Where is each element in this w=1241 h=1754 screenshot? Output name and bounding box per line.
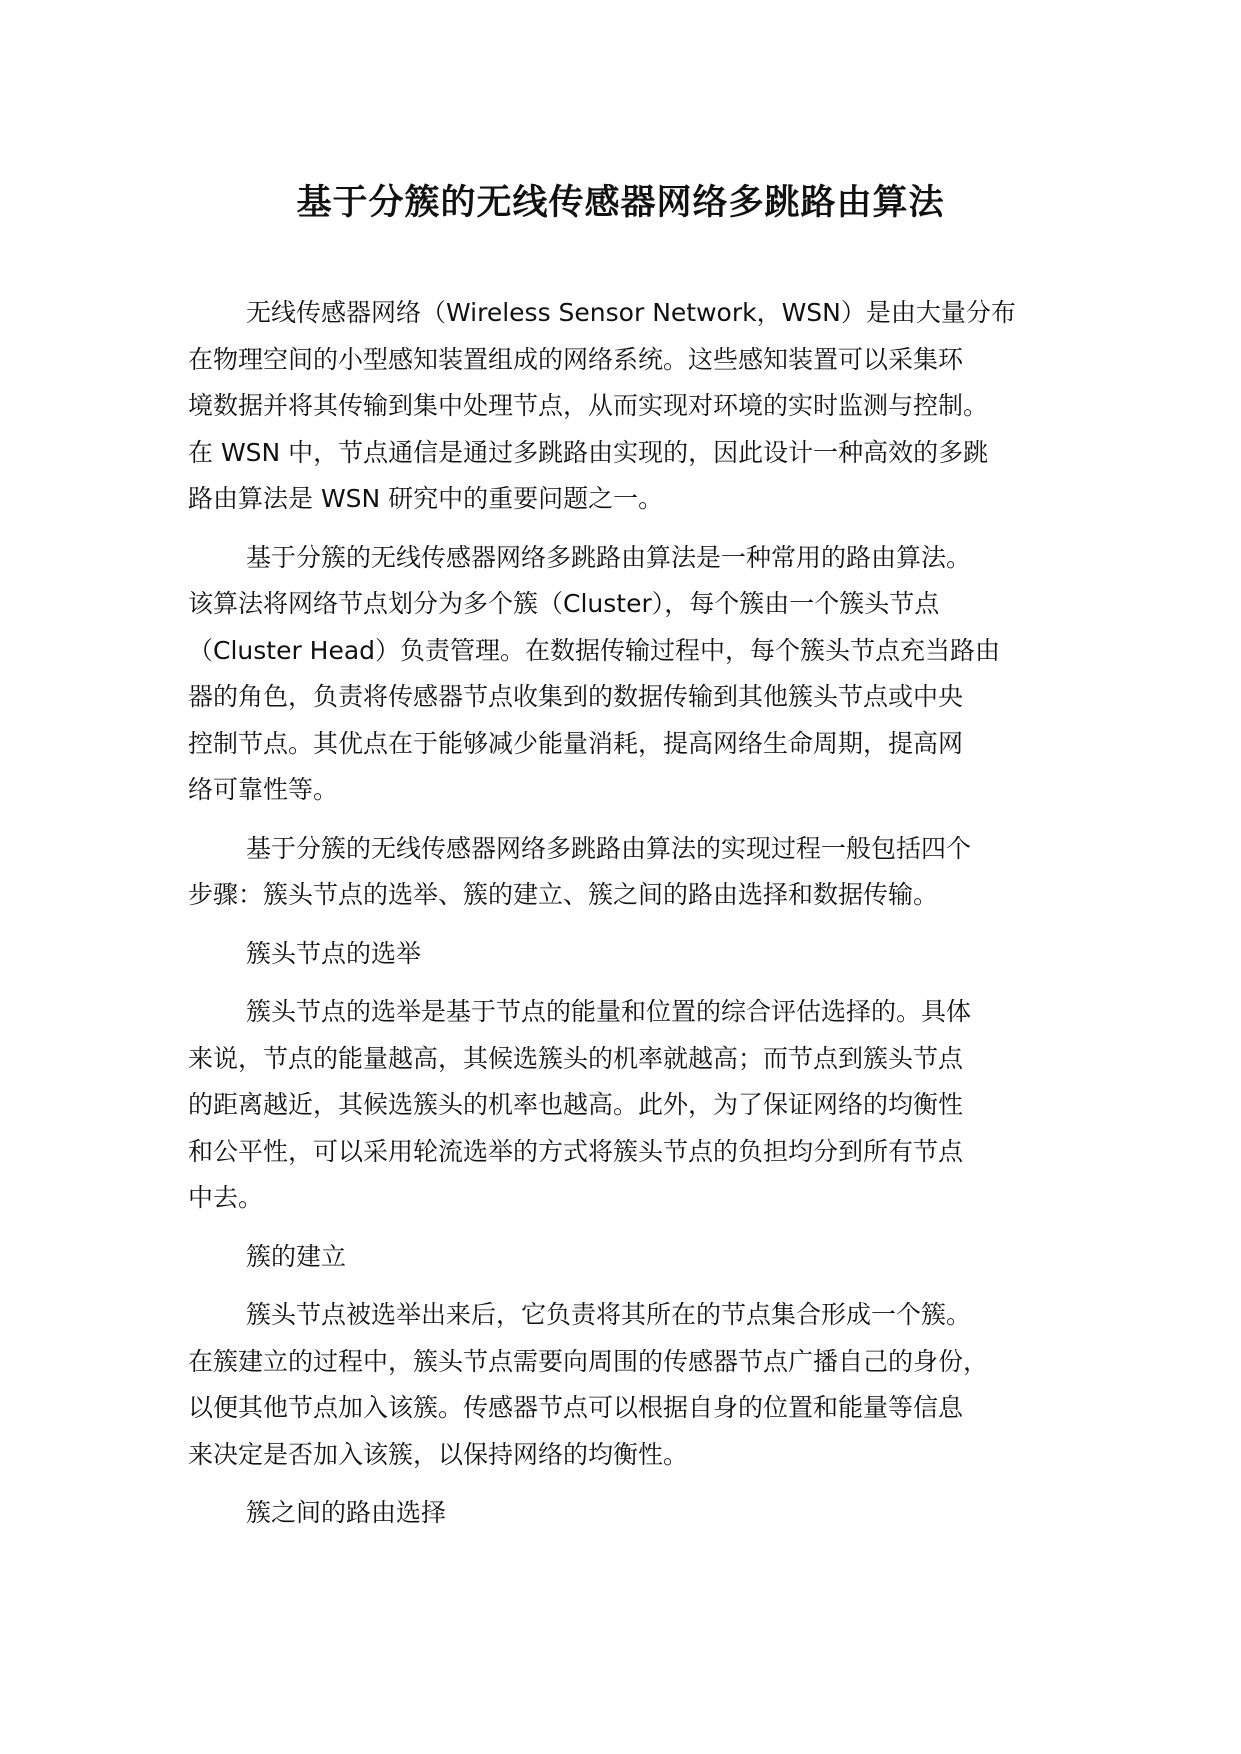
text-line: 在 WSN 中，节点通信是通过多跳路由实现的，因此设计一种高效的多跳 [188, 437, 989, 467]
text-line: 簇头节点被选举出来后，它负责将其所在的节点集合形成一个簇。 [246, 1300, 972, 1329]
text-line: 器的角色，负责将传感器节点收集到的数据传输到其他簇头节点或中央 [188, 682, 964, 711]
text-line: 来说，节点的能量越高，其候选簇头的机率就越高；而节点到簇头节点 [188, 1043, 964, 1073]
paragraph-election [188, 989, 1088, 1222]
text-line: 簇头节点的选举是基于节点的能量和位置的综合评估选择的。具体 [246, 997, 972, 1026]
text-line: 基于分簇的无线传感器网络多跳路由算法的实现过程一般包括四个 [246, 833, 972, 863]
text-line: 和公平性，可以采用轮流选举的方式将簇头节点的负担均分到所有节点 [188, 1136, 964, 1166]
text-line: 步骤：簇头节点的选举、簇的建立、簇之间的路由选择和数据传输。 [188, 880, 939, 909]
section-heading-election: 簇头节点的选举 [246, 938, 422, 968]
text-line: 无线传感器网络（Wireless Sensor Network，WSN）是由大量分布 [246, 298, 1016, 327]
section-heading-routing: 簇之间的路由选择 [246, 1498, 447, 1527]
text-line: 路由算法是 WSN 研究中的重要问题之一。 [188, 484, 664, 513]
section-heading-formation: 簇的建立 [246, 1241, 347, 1271]
document-title: 基于分簇的无线传感器网络多跳路由算法 [296, 183, 945, 223]
text-line: 络可靠性等。 [188, 775, 339, 804]
text-line: 在簇建立的过程中，簇头节点需要向周围的传感器节点广播自己的身份， [188, 1346, 989, 1376]
text-line: 基于分簇的无线传感器网络多跳路由算法是一种常用的路由算法。 [246, 542, 972, 572]
text-line: 来决定是否加入该簇，以保持网络的均衡性。 [188, 1439, 689, 1469]
text-line: 该算法将网络节点划分为多个簇（Cluster），每个簇由一个簇头节点 [188, 589, 940, 618]
paragraph-formation [188, 1292, 1088, 1478]
text-line: 中去。 [188, 1183, 264, 1212]
text-line: （Cluster Head）负责管理。在数据传输过程中，每个簇头节点充当路由 [188, 635, 1001, 665]
text-line: 的距离越近，其候选簇头的机率也越高。此外，为了保证网络的均衡性 [188, 1090, 964, 1119]
text-line: 境数据并将其传输到集中处理节点，从而实现对环境的实时监测与控制。 [188, 391, 989, 420]
text-line: 控制节点。其优点在于能够减少能量消耗，提高网络生命周期，提高网 [188, 728, 964, 758]
paragraph-implementation-steps [188, 826, 1088, 919]
text-line: 在物理空间的小型感知装置组成的网络系统。这些感知装置可以采集环 [188, 344, 964, 374]
text-line: 以便其他节点加入该簇。传感器节点可以根据自身的位置和能量等信息 [188, 1393, 964, 1422]
paragraph-cluster-routing [188, 535, 1088, 814]
paragraph-wsn-intro [188, 290, 1088, 523]
document-body [188, 290, 1088, 1549]
